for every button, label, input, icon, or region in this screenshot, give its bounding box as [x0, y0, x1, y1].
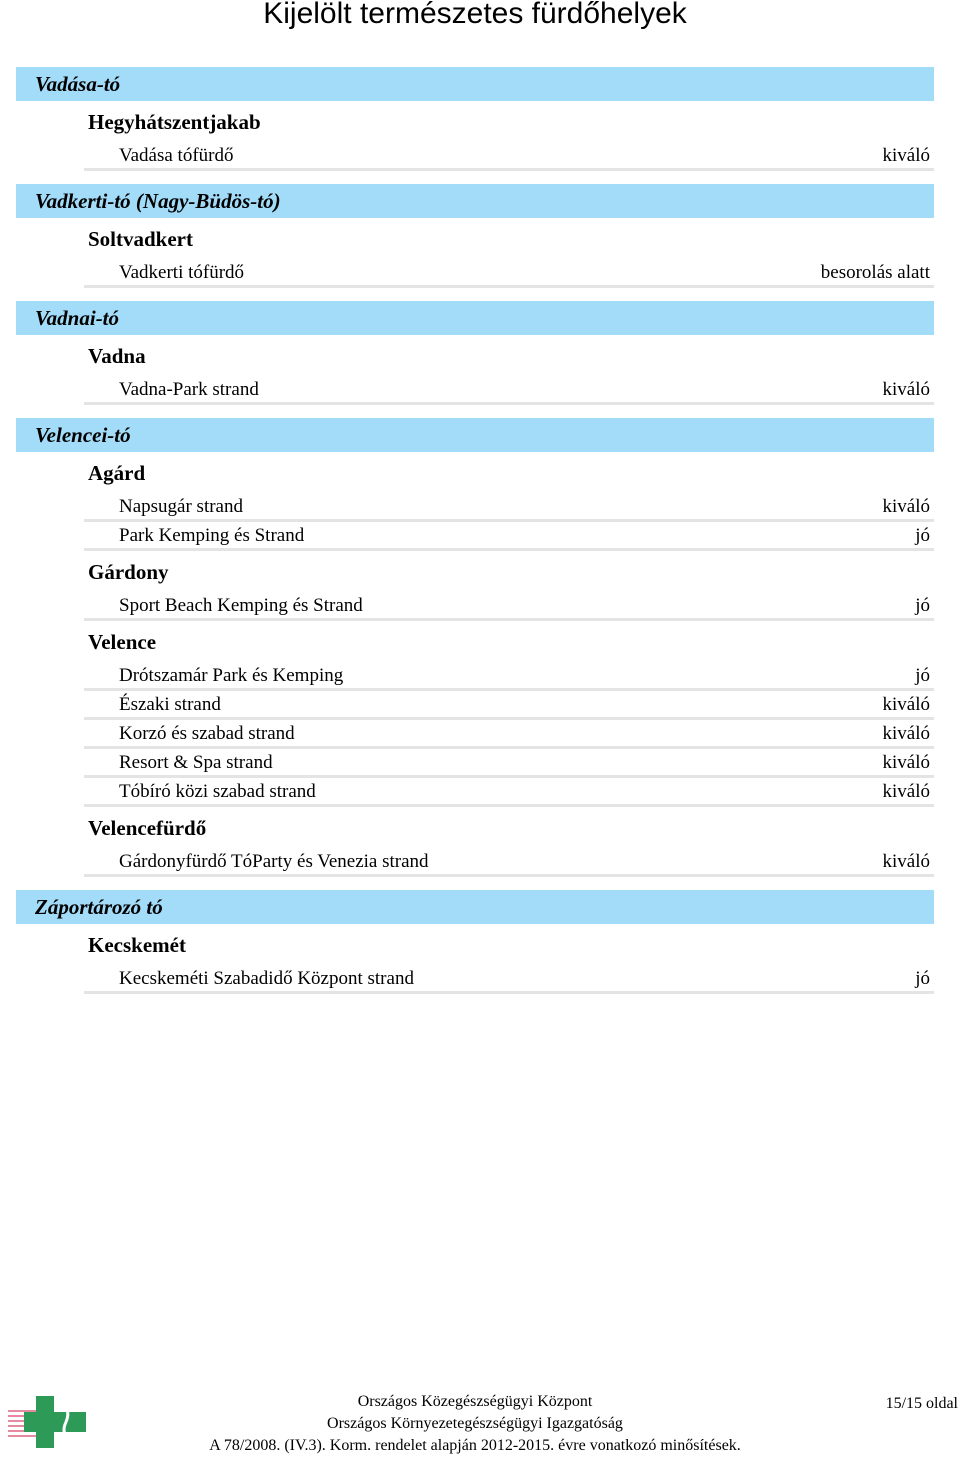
- section-gap: [0, 288, 960, 301]
- bathing-site-name: Kecskeméti Szabadidő Központ strand: [119, 968, 414, 989]
- town-heading: Kecskemét: [88, 933, 186, 957]
- town-heading: Gárdony: [88, 560, 169, 584]
- bathing-site-row: [84, 142, 934, 171]
- water-quality-rating: jó: [915, 665, 930, 686]
- bathing-site-name: Gárdonyfürdő TóParty és Venezia strand: [119, 851, 429, 872]
- water-quality-rating: kiváló: [882, 752, 930, 773]
- section-gap: [0, 171, 960, 184]
- town-heading: Agárd: [88, 461, 146, 485]
- water-quality-rating: kiváló: [882, 723, 930, 744]
- bathing-site-name: Resort & Spa strand: [119, 752, 273, 773]
- lake-heading: Záportározó tó: [16, 890, 934, 924]
- bathing-site-name: Vadna-Park strand: [119, 379, 259, 400]
- section-gap: [0, 405, 960, 418]
- town-heading: Vadna: [88, 344, 146, 368]
- footer-directorate: Országos Környezetegészségügyi Igazgatóság: [327, 1415, 623, 1432]
- footer-regulation-note: A 78/2008. (IV.3). Korm. rendelet alapján 2012-2015. évre vonatkozó minősítések.: [209, 1437, 741, 1454]
- town-heading: Velence: [88, 630, 157, 654]
- bathing-site-row: [84, 749, 934, 778]
- town-heading: Velencefürdő: [88, 816, 207, 840]
- water-quality-rating: jó: [915, 968, 930, 989]
- bathing-site-name: Sport Beach Kemping és Strand: [119, 595, 363, 616]
- water-quality-rating: besorolás alatt: [820, 262, 930, 283]
- bathing-site-name: Napsugár strand: [119, 496, 243, 517]
- bathing-site-row: [84, 662, 934, 691]
- bathing-site-row: [84, 522, 934, 551]
- water-quality-rating: kiváló: [882, 851, 930, 872]
- lake-heading: Vadnai-tó: [16, 301, 934, 335]
- bathing-site-row: [84, 493, 934, 522]
- water-quality-rating: kiváló: [882, 145, 930, 166]
- town-heading: Hegyhátszentjakab: [88, 110, 261, 134]
- bathing-site-row: [84, 592, 934, 621]
- bathing-site-name: Vadása tófürdő: [119, 145, 234, 166]
- bathing-site-name: Drótszamár Park és Kemping: [119, 665, 344, 686]
- page-title: Kijelölt természetes fürdőhelyek: [263, 0, 687, 30]
- bathing-site-row: [84, 259, 934, 288]
- page-footer: [0, 1390, 960, 1458]
- page-number: 15/15 oldal: [885, 1395, 958, 1412]
- town-heading: Soltvadkert: [88, 227, 193, 251]
- bathing-site-row: [84, 778, 934, 807]
- section-gap: [0, 877, 960, 890]
- lake-heading: Vadkerti-tó (Nagy-Büdös-tó): [16, 184, 934, 218]
- water-quality-rating: kiváló: [882, 781, 930, 802]
- water-quality-rating: kiváló: [882, 496, 930, 517]
- footer-organization: Országos Közegészségügyi Központ: [357, 1393, 593, 1410]
- bathing-site-row: [84, 376, 934, 405]
- bathing-site-name: Korzó és szabad strand: [119, 723, 295, 744]
- bathing-site-list: [0, 67, 960, 994]
- bathing-site-name: Vadkerti tófürdő: [119, 262, 245, 283]
- lake-heading: Vadása-tó: [16, 67, 934, 101]
- water-quality-rating: jó: [915, 595, 930, 616]
- lake-heading: Velencei-tó: [16, 418, 934, 452]
- bathing-site-name: Tóbíró közi szabad strand: [119, 781, 316, 802]
- water-quality-rating: kiváló: [882, 694, 930, 715]
- bathing-site-row: [84, 691, 934, 720]
- bathing-site-row: [84, 848, 934, 877]
- bathing-site-row: [84, 720, 934, 749]
- bathing-site-name: Északi strand: [119, 694, 221, 715]
- water-quality-rating: kiváló: [882, 379, 930, 400]
- bathing-site-row: [84, 965, 934, 994]
- water-quality-rating: jó: [915, 525, 930, 546]
- bathing-site-name: Park Kemping és Strand: [119, 525, 305, 546]
